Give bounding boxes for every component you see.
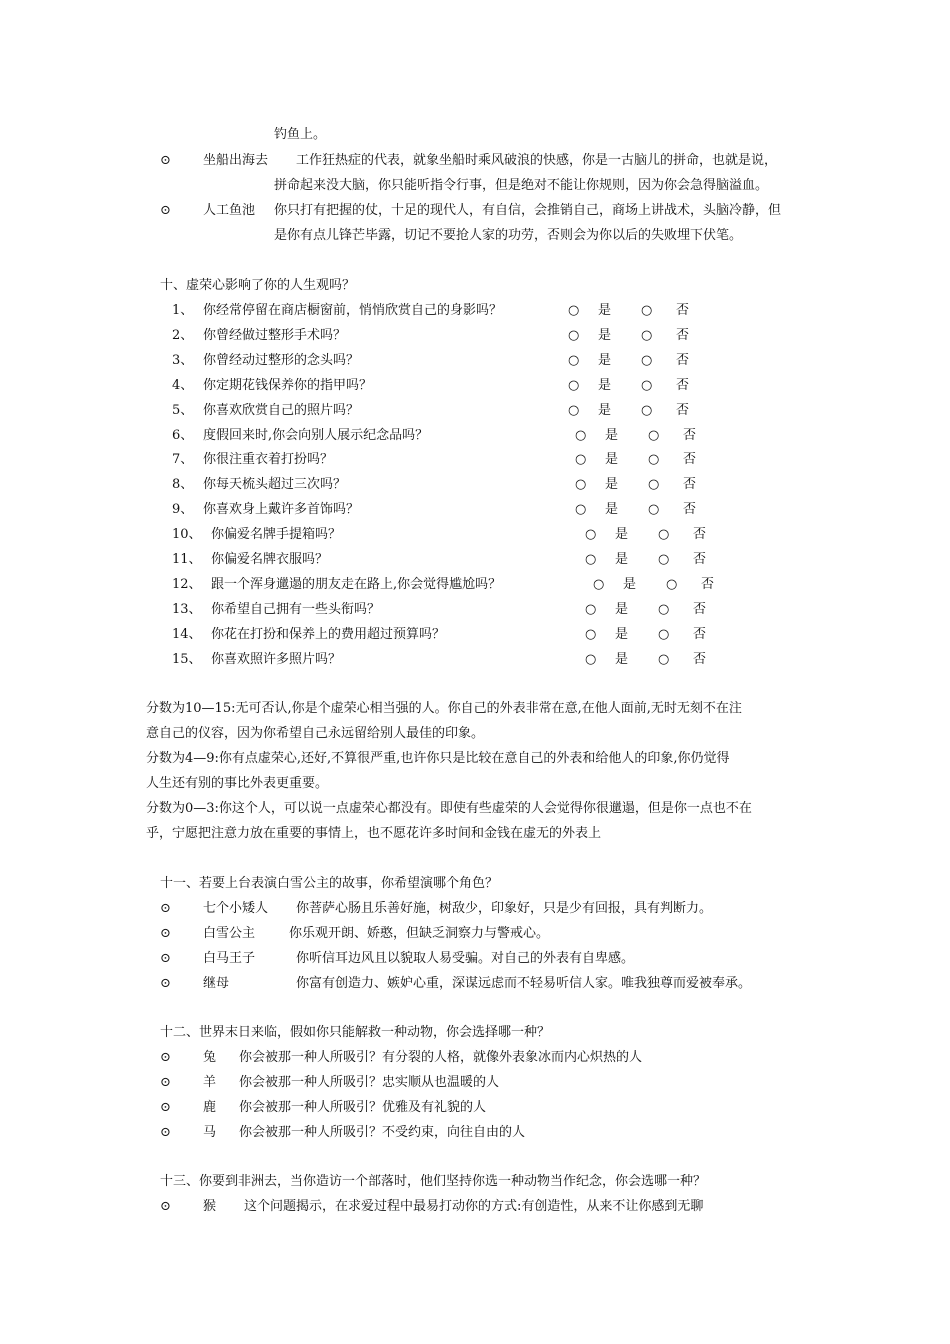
question-text: 你希望自己拥有一些头衔吗？ (211, 602, 381, 617)
question-text: 你喜欢照许多照片吗？ (211, 652, 342, 667)
bullet-icon: ⊙ (160, 926, 171, 941)
yes-label: 是 (598, 403, 612, 418)
yes-radio[interactable]: ○ (585, 627, 597, 642)
no-radio[interactable]: ○ (641, 378, 653, 393)
yes-label: 是 (598, 303, 612, 318)
question-text: 你定期花钱保养你的指甲吗？ (203, 378, 373, 393)
no-label: 否 (676, 328, 690, 343)
yes-label: 是 (605, 477, 619, 492)
no-label: 否 (683, 428, 697, 443)
no-radio[interactable]: ○ (658, 627, 670, 642)
no-radio[interactable]: ○ (641, 403, 653, 418)
score-text: 分数为4—9:你有点虚荣心,还好,不算很严重,也许你只是比较在意自己的外表和给他人的印象,你仍觉得 (146, 751, 730, 766)
no-label: 否 (676, 303, 690, 318)
question-text: 你偏爱名牌衣服吗？ (211, 552, 329, 567)
question-text: 你花在打扮和保养上的费用超过预算吗？ (211, 627, 446, 642)
answer-name: 白马王子 (203, 951, 256, 966)
yes-label: 是 (615, 552, 629, 567)
no-label: 否 (693, 602, 707, 617)
question-text: 度假回来时,你会向别人展示纪念品吗？ (203, 428, 429, 443)
no-label: 否 (693, 652, 707, 667)
no-radio[interactable]: ○ (648, 477, 660, 492)
question-text: 你曾经做过整形手术吗？ (203, 328, 347, 343)
no-label: 否 (693, 527, 707, 542)
no-label: 否 (676, 353, 690, 368)
question-text: 跟一个浑身邋遢的朋友走在路上,你会觉得尴尬吗？ (211, 577, 502, 592)
answer-name: 羊 (203, 1075, 217, 1090)
question-number: 2、 (172, 328, 194, 343)
no-radio[interactable]: ○ (641, 303, 653, 318)
question-number: 4、 (172, 378, 194, 393)
yes-radio[interactable]: ○ (568, 328, 580, 343)
section-title: 十三、你要到非洲去，当你造访一个部落时，他们坚持你选一种动物当作纪念，你会选哪一种？ (160, 1174, 707, 1189)
answer-text: 你菩萨心肠且乐善好施，树敌少，印象好，只是少有回报，具有判断力。 (296, 901, 713, 916)
yes-radio[interactable]: ○ (568, 303, 580, 318)
answer-name: 人工鱼池 (203, 203, 256, 218)
answer-text: 你乐观开朗、娇憨，但缺乏洞察力与警戒心。 (289, 926, 550, 941)
no-label: 否 (683, 452, 697, 467)
answer-name: 猴 (203, 1199, 217, 1214)
question-number: 12、 (172, 577, 202, 592)
yes-label: 是 (615, 652, 629, 667)
yes-radio[interactable]: ○ (585, 552, 597, 567)
answer-name: 坐船出海去 (203, 153, 269, 168)
no-radio[interactable]: ○ (641, 353, 653, 368)
no-radio[interactable]: ○ (648, 502, 660, 517)
section-title: 十一、若要上台表演白雪公主的故事，你希望演哪个角色？ (160, 876, 499, 891)
answer-name: 白雪公主 (203, 926, 256, 941)
yes-label: 是 (605, 502, 619, 517)
question-number: 15、 (172, 652, 202, 667)
no-radio[interactable]: ○ (658, 602, 670, 617)
answer-name: 兔 (203, 1050, 217, 1065)
no-radio[interactable]: ○ (648, 428, 660, 443)
answer-name: 七个小矮人 (203, 901, 269, 916)
answer-text: 工作狂热症的代表，就象坐船时乘风破浪的快感，你是一古脑儿的拼命，也就是说， (296, 153, 778, 168)
yes-radio[interactable]: ○ (568, 403, 580, 418)
bullet-icon: ⊙ (160, 951, 171, 966)
answer-text: 拼命起来没大脑，你只能听指令行事，但是绝对不能让你规则，因为你会急得脑溢血。 (274, 178, 769, 193)
no-radio[interactable]: ○ (648, 452, 660, 467)
yes-radio[interactable]: ○ (568, 378, 580, 393)
answer-text: 你会被那一种人所吸引？忠实顺从也温暖的人 (239, 1075, 500, 1090)
no-label: 否 (693, 552, 707, 567)
yes-radio[interactable]: ○ (575, 452, 587, 467)
section-title: 十、虚荣心影响了你的人生观吗？ (160, 278, 356, 293)
question-number: 13、 (172, 602, 202, 617)
yes-radio[interactable]: ○ (593, 577, 605, 592)
question-text: 你偏爱名牌手提箱吗？ (211, 527, 342, 542)
bullet-icon: ⊙ (160, 1199, 171, 1214)
answer-name: 继母 (203, 976, 230, 991)
yes-label: 是 (598, 328, 612, 343)
question-text: 你喜欢欣赏自己的照片吗？ (203, 403, 360, 418)
question-number: 9、 (172, 502, 194, 517)
no-radio[interactable]: ○ (658, 552, 670, 567)
score-text: 人生还有别的事比外表更重要。 (146, 776, 329, 791)
question-text: 你喜欢身上戴许多首饰吗？ (203, 502, 360, 517)
question-number: 11、 (172, 552, 202, 567)
no-radio[interactable]: ○ (641, 328, 653, 343)
no-radio[interactable]: ○ (658, 527, 670, 542)
bullet-icon: ⊙ (160, 1125, 171, 1140)
no-radio[interactable]: ○ (658, 652, 670, 667)
yes-label: 是 (615, 527, 629, 542)
answer-text: 你只打有把握的仗，十足的现代人，有自信，会推销自己，商场上讲战术，头脑冷静，但 (274, 203, 782, 218)
answer-text: 是你有点儿锋芒毕露，切记不要抢人家的功劳，否则会为你以后的失败埋下伏笔。 (274, 228, 743, 243)
yes-radio[interactable]: ○ (575, 502, 587, 517)
score-text: 分数为10—15:无可否认,你是个虚荣心相当强的人。你自己的外表非常在意,在他人面前,无时无刻不在注 (146, 701, 742, 716)
score-text: 乎，宁愿把注意力放在重要的事情上，也不愿花许多时间和金钱在虚无的外表上 (146, 826, 602, 841)
yes-label: 是 (623, 577, 637, 592)
bullet-icon: ⊙ (160, 1100, 171, 1115)
answer-text: 你会被那一种人所吸引？有分裂的人格，就像外表象冰而内心炽热的人 (239, 1050, 643, 1065)
yes-label: 是 (615, 602, 629, 617)
continuation-text: 钓鱼上。 (274, 127, 327, 142)
question-number: 10、 (172, 527, 202, 542)
bullet-icon: ⊙ (160, 203, 171, 218)
no-label: 否 (683, 502, 697, 517)
yes-label: 是 (605, 452, 619, 467)
answer-text: 这个问题揭示，在求爱过程中最易打动你的方式:有创造性，从来不让你感到无聊 (244, 1199, 704, 1214)
yes-label: 是 (605, 428, 619, 443)
answer-text: 你会被那一种人所吸引？优雅及有礼貌的人 (239, 1100, 487, 1115)
no-label: 否 (676, 403, 690, 418)
yes-radio[interactable]: ○ (575, 477, 587, 492)
answer-text: 你听信耳边风且以貌取人易受骗。对自己的外表有自卑感。 (296, 951, 635, 966)
question-text: 你每天梳头超过三次吗？ (203, 477, 347, 492)
question-text: 你很注重衣着打扮吗？ (203, 452, 334, 467)
answer-name: 马 (203, 1125, 217, 1140)
question-number: 14、 (172, 627, 202, 642)
question-number: 1、 (172, 303, 194, 318)
question-text: 你经常停留在商店橱窗前，悄悄欣赏自己的身影吗？ (203, 303, 503, 318)
score-text: 分数为0—3:你这个人，可以说一点虚荣心都没有。即使有些虚荣的人会觉得你很邋遢，但是你一点也不在 (146, 801, 752, 816)
yes-radio[interactable]: ○ (585, 527, 597, 542)
yes-label: 是 (598, 378, 612, 393)
yes-radio[interactable]: ○ (575, 428, 587, 443)
no-radio[interactable]: ○ (666, 577, 678, 592)
bullet-icon: ⊙ (160, 1075, 171, 1090)
question-number: 3、 (172, 353, 194, 368)
yes-radio[interactable]: ○ (568, 353, 580, 368)
answer-text: 你会被那一种人所吸引？不受约束，向往自由的人 (239, 1125, 526, 1140)
yes-radio[interactable]: ○ (585, 602, 597, 617)
answer-name: 鹿 (203, 1100, 217, 1115)
yes-label: 是 (598, 353, 612, 368)
no-label: 否 (676, 378, 690, 393)
question-number: 6、 (172, 428, 194, 443)
no-label: 否 (683, 477, 697, 492)
question-number: 5、 (172, 403, 194, 418)
score-text: 意自己的仪容，因为你希望自己永远留给别人最佳的印象。 (146, 726, 485, 741)
bullet-icon: ⊙ (160, 976, 171, 991)
section-title: 十二、世界末日来临，假如你只能解救一种动物，你会选择哪一种？ (160, 1025, 551, 1040)
yes-radio[interactable]: ○ (585, 652, 597, 667)
question-text: 你曾经动过整形的念头吗？ (203, 353, 360, 368)
question-number: 7、 (172, 452, 194, 467)
yes-label: 是 (615, 627, 629, 642)
bullet-icon: ⊙ (160, 153, 171, 168)
answer-text: 你富有创造力、嫉妒心重，深谋远虑而不轻易听信人家。唯我独尊而爱被奉承。 (296, 976, 752, 991)
bullet-icon: ⊙ (160, 901, 171, 916)
no-label: 否 (701, 577, 715, 592)
bullet-icon: ⊙ (160, 1050, 171, 1065)
no-label: 否 (693, 627, 707, 642)
question-number: 8、 (172, 477, 194, 492)
